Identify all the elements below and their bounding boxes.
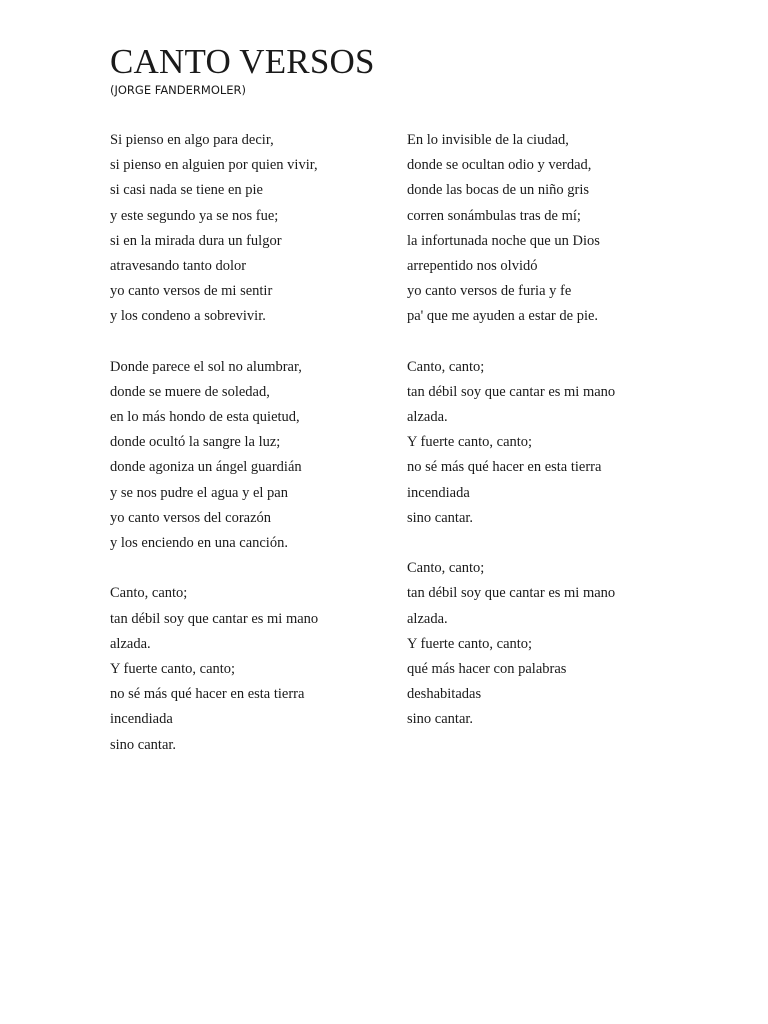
left-column xyxy=(110,128,380,758)
verse-line: y este segundo ya se nos fue; xyxy=(110,207,279,224)
verse-line: no sé más qué hacer en esta tierra xyxy=(407,459,602,476)
verse-line: corren sonámbulas tras de mí; xyxy=(407,207,581,224)
verse-line: no sé más qué hacer en esta tierra xyxy=(110,686,305,703)
verse-line: Y fuerte canto, canto; xyxy=(407,635,533,652)
verse-line: sino cantar. xyxy=(407,509,474,526)
verse-line: Canto, canto; xyxy=(407,560,485,577)
right-column xyxy=(407,128,667,733)
verse-line: incendiada xyxy=(407,484,470,501)
verse-line: alzada. xyxy=(407,610,448,627)
verse-line: si casi nada se tiene en pie xyxy=(110,182,263,199)
verse-line: sino cantar. xyxy=(407,711,474,728)
verse-line: Donde parece el sol no alumbrar, xyxy=(110,358,302,375)
page-title: CANTO VERSOS xyxy=(110,42,375,81)
verse-line: tan débil soy que cantar es mi mano xyxy=(407,585,616,602)
verse-line: la infortunada noche que un Dios xyxy=(407,232,600,249)
stanza xyxy=(110,581,380,757)
verse-line: atravesando tanto dolor xyxy=(110,257,247,274)
verse-line: tan débil soy que cantar es mi mano xyxy=(407,383,616,400)
verse-line: arrepentido nos olvidó xyxy=(407,257,538,274)
stanza-gap xyxy=(110,330,380,355)
stanza-gap xyxy=(110,556,380,581)
verse-line: y los condeno a sobrevivir. xyxy=(110,308,266,325)
stanza xyxy=(407,556,667,732)
verse-line: si en la mirada dura un fulgor xyxy=(110,232,282,249)
verse-line: si pienso en alguien por quien vivir, xyxy=(110,157,318,174)
verse-line: yo canto versos de mi sentir xyxy=(110,283,273,300)
verse-line: pa' que me ayuden a estar de pie. xyxy=(407,308,599,325)
verse-line: incendiada xyxy=(110,711,173,728)
verse-line: donde se ocultan odio y verdad, xyxy=(407,157,592,174)
verse-line: Si pienso en algo para decir, xyxy=(110,132,274,148)
verse-line: y se nos pudre el agua y el pan xyxy=(110,484,288,501)
verse-line: sino cantar. xyxy=(110,736,177,753)
verse-line: en lo más hondo de esta quietud, xyxy=(110,409,300,426)
verse-line: tan débil soy que cantar es mi mano xyxy=(110,610,319,627)
verse-line: En lo invisible de la ciudad, xyxy=(407,132,569,148)
verse-line: alzada. xyxy=(407,409,448,426)
stanza-gap xyxy=(407,330,667,355)
stanza xyxy=(407,128,667,330)
verse-line: donde se muere de soledad, xyxy=(110,383,270,400)
verse-line: Y fuerte canto, canto; xyxy=(407,434,533,451)
verse-line: donde agoniza un ángel guardián xyxy=(110,459,302,476)
stanza-gap xyxy=(407,531,667,556)
verse-line: qué más hacer con palabras xyxy=(407,660,567,677)
verse-line: yo canto versos del corazón xyxy=(110,509,272,526)
stanza xyxy=(110,355,380,557)
verse-line: donde las bocas de un niño gris xyxy=(407,182,590,199)
verse-line: Canto, canto; xyxy=(110,585,188,602)
verse-line: deshabitadas xyxy=(407,686,482,703)
verse-line: Y fuerte canto, canto; xyxy=(110,660,236,677)
stanza xyxy=(110,128,380,330)
verse-line: y los enciendo en una canción. xyxy=(110,535,288,551)
verse-line: Canto, canto; xyxy=(407,358,485,375)
stanza xyxy=(407,355,667,531)
verse-line: alzada. xyxy=(110,635,151,652)
verse-line: yo canto versos de furia y fe xyxy=(407,283,572,300)
verse-line: donde ocultó la sangre la luz; xyxy=(110,434,281,451)
author-line: (JORGE FANDERMOLER) xyxy=(110,83,247,97)
